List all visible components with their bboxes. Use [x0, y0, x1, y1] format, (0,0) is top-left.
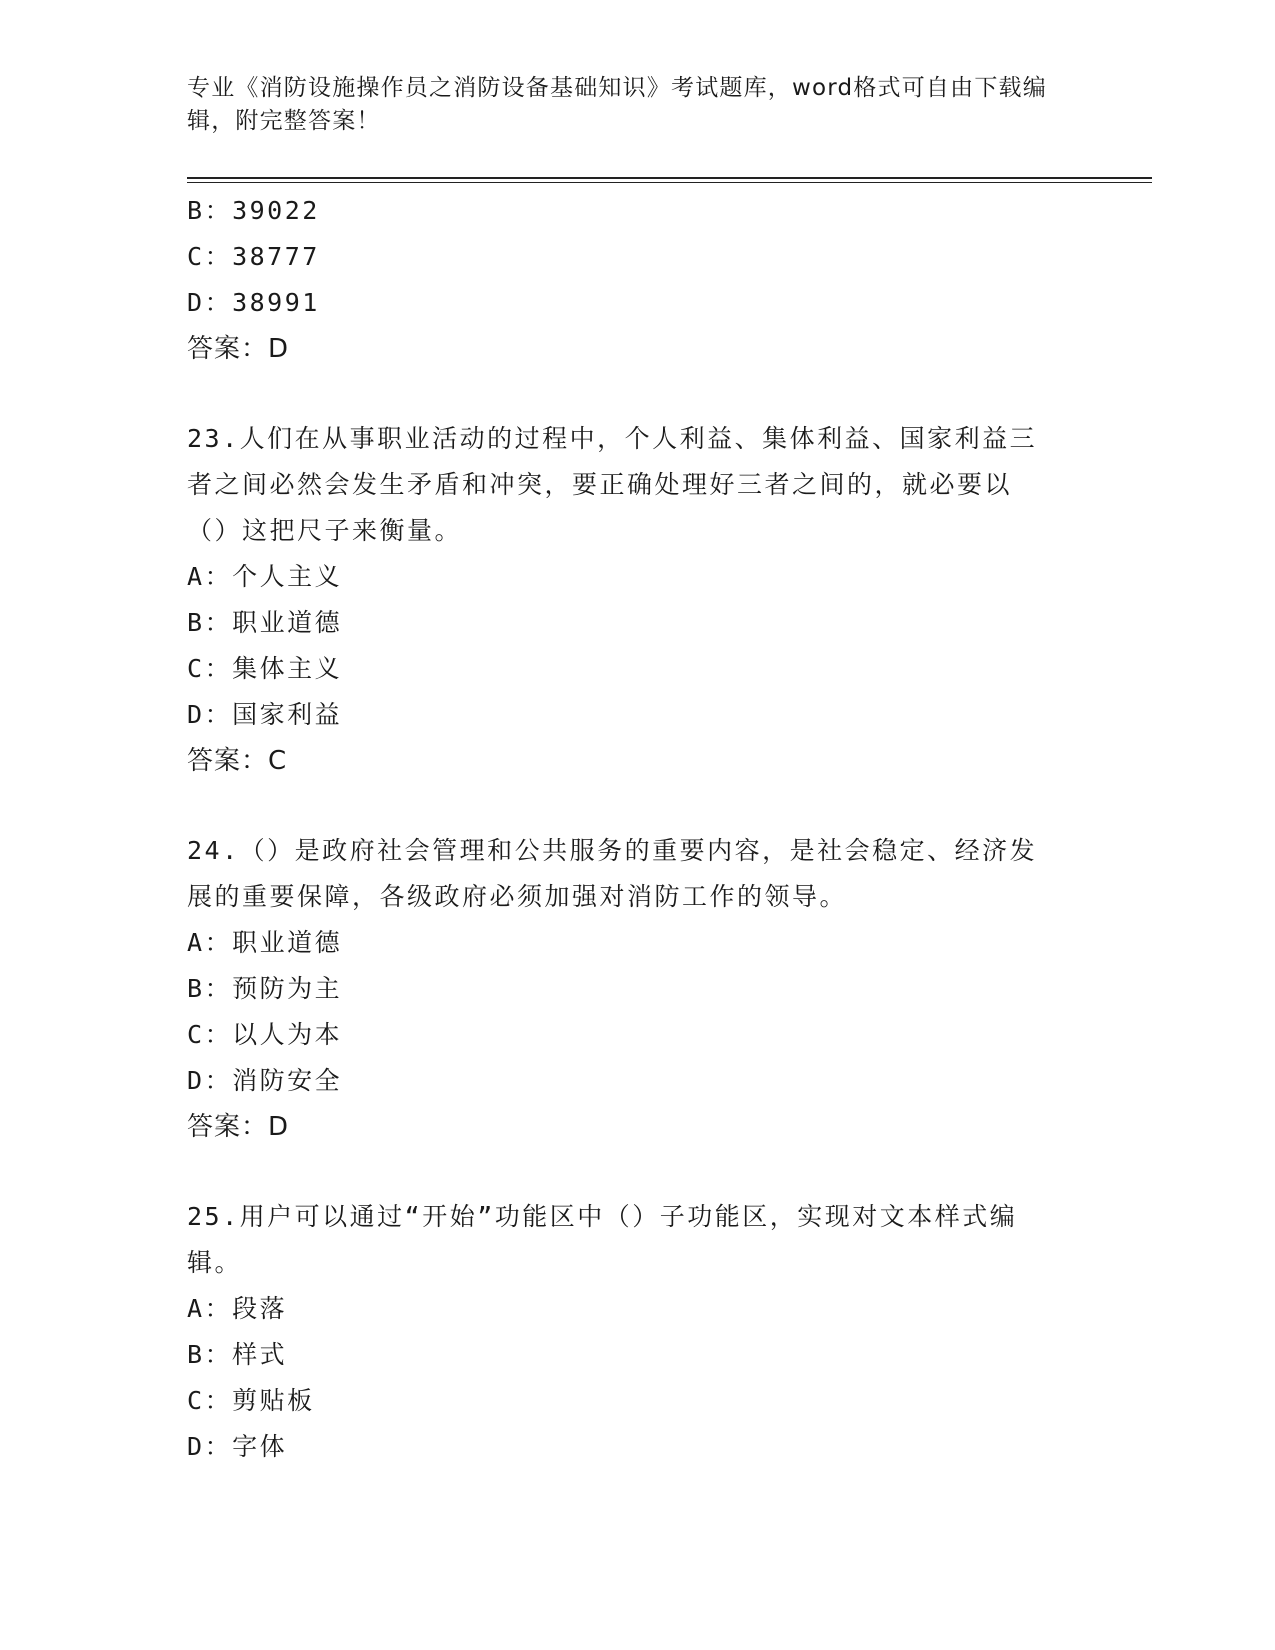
question-23: [187, 416, 1087, 784]
option-c: C：以人为本: [187, 1020, 343, 1049]
header-divider: [187, 177, 1152, 179]
option-a: A：段落: [187, 1294, 288, 1323]
question-25: [187, 1194, 1087, 1470]
option-a: A：职业道德: [187, 928, 343, 957]
document-header: 专业《消防设施操作员之消防设备基础知识》考试题库，word格式可自由下载编辑，附完整答案！: [187, 75, 1047, 134]
option-d: D：消防安全: [187, 1066, 343, 1095]
question-text-line: 辑。: [187, 1248, 243, 1277]
option-d: D：国家利益: [187, 700, 343, 729]
question-text-line: 24.（）是政府社会管理和公共服务的重要内容，是社会稳定、经济发: [187, 836, 1038, 865]
option-b: B：职业道德: [187, 608, 343, 637]
option-b: B：样式: [187, 1340, 288, 1369]
option-a: A：个人主义: [187, 562, 343, 591]
answer-line: 答案：D: [187, 1112, 290, 1142]
question-text-line: 展的重要保障，各级政府必须加强对消防工作的领导。: [187, 882, 848, 911]
option-b: B：预防为主: [187, 974, 343, 1003]
answer-line: 答案：D: [187, 334, 290, 364]
answer-line: 答案：C: [187, 746, 288, 776]
option-d: D：字体: [187, 1432, 288, 1461]
question-text-line: 23.人们在从事职业活动的过程中，个人利益、集体利益、国家利益三: [187, 424, 1038, 453]
question-text-line: 者之间必然会发生矛盾和冲突，要正确处理好三者之间的，就必要以: [187, 470, 1013, 499]
option-c: C：38777: [187, 242, 320, 271]
option-b: B：39022: [187, 196, 320, 225]
question-22-tail: [187, 188, 1087, 372]
document-body: [187, 188, 1087, 1470]
option-c: C：剪贴板: [187, 1386, 315, 1415]
header-divider-thin: [187, 182, 1152, 183]
question-24: [187, 828, 1087, 1150]
question-text-line: （）这把尺子来衡量。: [187, 516, 463, 545]
question-text-line: 25.用户可以通过“开始”功能区中（）子功能区，实现对文本样式编: [187, 1202, 1018, 1231]
option-d: D：38991: [187, 288, 320, 317]
option-c: C：集体主义: [187, 654, 343, 683]
